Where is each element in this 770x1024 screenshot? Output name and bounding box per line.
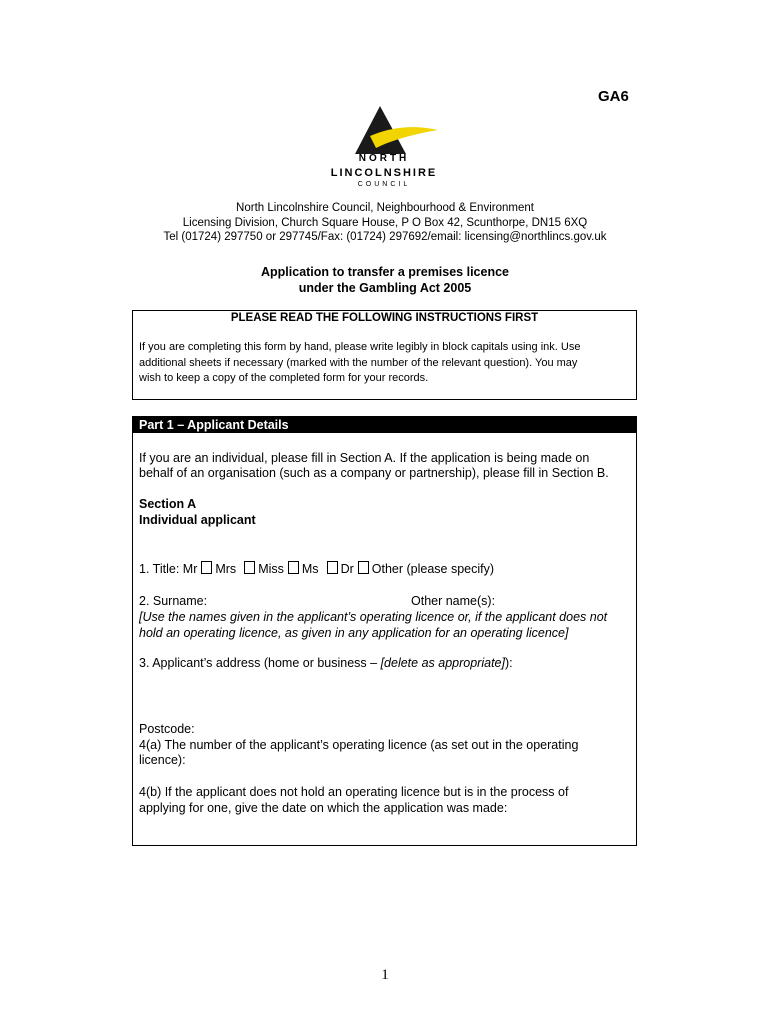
title-option-mr: Mr [182, 562, 198, 576]
title-option-miss: Miss [258, 562, 284, 576]
logo-council-text: COUNCIL [357, 181, 411, 188]
checkbox-other[interactable] [358, 561, 369, 574]
address-line-2: Licensing Division, Church Square House, P O Box 42, Scunthorpe, DN15 6XQ [182, 217, 588, 229]
title-option-dr: Dr [340, 562, 354, 576]
q4b-line-1: 4(b) If the applicant does not hold an operating licence but is in the process of [139, 785, 569, 799]
form-code: GA6 [598, 88, 629, 105]
form-title-line-2: under the Gambling Act 2005 [298, 281, 472, 295]
logo-lincolnshire-text: LINCOLNSHIRE [330, 167, 438, 179]
checkbox-miss[interactable] [244, 561, 255, 574]
q4a-line-2: licence): [139, 753, 186, 767]
section-a-heading: Section A [139, 497, 197, 511]
council-logo [330, 106, 440, 192]
part1-title: Part 1 – Applicant Details [139, 418, 289, 432]
q4b-line-2: applying for one, give the date on which the application was made: [139, 801, 508, 815]
instructions-line-1: If you are completing this form by hand, please write legibly in block capitals using ink. Use [139, 341, 581, 353]
q1-label: 1. Title: [139, 562, 180, 576]
section-a-subheading: Individual applicant [139, 513, 256, 527]
part1-intro-line-2: behalf of an organisation (such as a company or partnership), please fill in Section B. [139, 466, 609, 480]
form-title-line-1: Application to transfer a premises licence [261, 265, 509, 279]
instructions-text [139, 340, 629, 387]
q3-address-label [139, 655, 513, 671]
q3-label-prefix: 3. Applicant’s address (home or business – [139, 656, 381, 670]
q3-label-suffix: ): [504, 656, 513, 670]
q2-note-line-2: hold an operating licence, as given in any application for an operating licence] [139, 626, 569, 640]
instructions-line-2: additional sheets if necessary (marked with the number of the relevant question). You may [139, 356, 578, 369]
title-option-ms: Ms [301, 562, 319, 576]
postcode-label: Postcode: [139, 722, 195, 736]
q1-title-row [139, 561, 494, 577]
q2-note-line-1: [Use the names given in the applicant’s operating licence or, if the applicant does not [139, 610, 608, 624]
instructions-heading: PLEASE READ THE FOLLOWING INSTRUCTIONS FIRST [230, 312, 539, 324]
checkbox-dr[interactable] [327, 561, 338, 574]
instructions-line-3: wish to keep a copy of the completed form for your records. [139, 372, 429, 384]
title-option-mrs: Mrs [215, 562, 237, 576]
q2-surname-label: 2. Surname: [139, 594, 208, 608]
q2-other-names-label: Other name(s): [411, 594, 496, 608]
page-number: 1 [381, 967, 389, 983]
part1-intro-line-1: If you are an individual, please fill in Section A. If the application is being made on [139, 451, 590, 465]
checkbox-mrs[interactable] [201, 561, 212, 574]
address-line-3: Tel (01724) 297750 or 297745/Fax: (01724) 297692/email: licensing@northlincs.gov.uk [163, 231, 607, 243]
q3-label-note: [delete as appropriate] [380, 656, 505, 670]
q4a-line-1: 4(a) The number of the applicant’s operating licence (as set out in the operating [139, 738, 579, 752]
checkbox-ms[interactable] [288, 561, 299, 574]
logo-north-text: NORTH [358, 153, 410, 164]
title-option-other: Other (please specify) [371, 562, 495, 576]
address-line-1: North Lincolnshire Council, Neighbourhood & Environment [236, 202, 534, 214]
